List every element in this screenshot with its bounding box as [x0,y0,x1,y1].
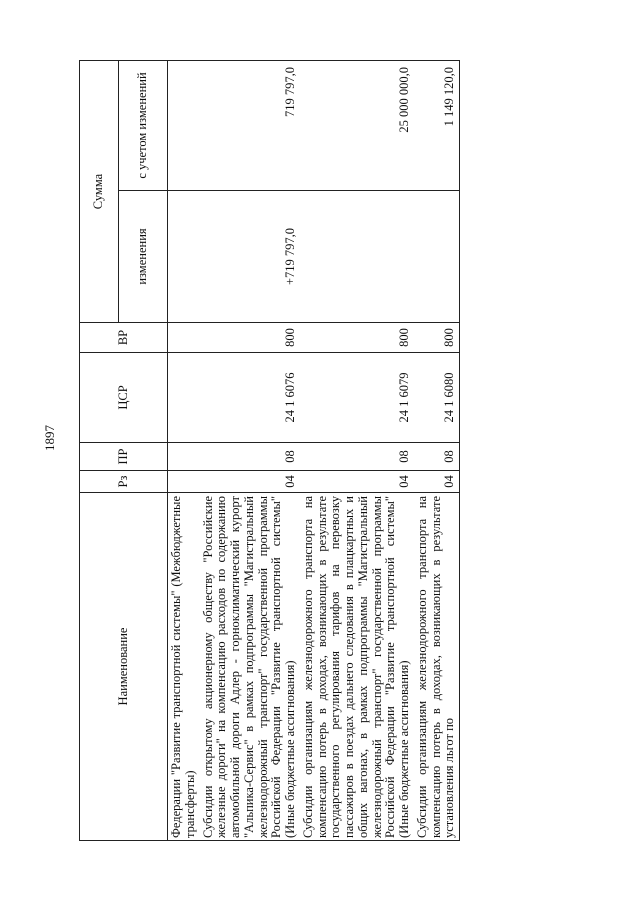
row-vr: 800 [414,323,460,353]
row-pr [168,443,200,471]
header-csr: ЦСР [80,353,168,443]
row-rz: 04 [200,471,300,493]
row-name: Субсидии организациям железнодорожного транспорта на компенсацию потерь в доходах, возникающих в результате государственного регулирования тарифов на перевозку пассажиров в поездах дальнего следования в плацкартных и общих вагонах, в рамках подпрограммы "Магистральный железнодорожный транспорт" государственной программы Российской Федерации "Развитие транспортной системы" (Иные бюджетные ассигнования) [300,493,414,841]
table-row [300,61,414,841]
row-change [168,191,200,323]
row-pr: 08 [300,443,414,471]
row-csr: 24 1 6079 [300,353,414,443]
header-with-changes: с учетом изменений [119,61,168,191]
row-change: +719 797,0 [200,191,300,323]
row-rz [168,471,200,493]
row-name: Субсидии организациям железнодорожного транспорта на компенсацию потерь в доходах, возникающих в результате установления льгот по [414,493,460,841]
row-name: Федерации "Развитие транспортной системы" (Межбюджетные трансферты) [168,493,200,841]
table-row [168,61,200,841]
header-name: Наименование [80,493,168,841]
row-vr [168,323,200,353]
page-number: 1897 [42,425,57,451]
table-row [200,61,300,841]
header-vr: ВР [80,323,168,353]
row-total [168,61,200,191]
row-name: Субсидии открытому акционерному обществу "Российские железные дороги" на компенсацию расходов по содержанию автомобильной дороги Адлер - горноклиматический курорт "Альпика-Сервис" в рамках подпрограммы "Магистральный железнодорожный транспорт" государственной программы Российской Федерации "Развитие транспортной системы" (Иные бюджетные ассигнования) [200,493,300,841]
header-changes: изменения [119,191,168,323]
table-row [414,61,460,841]
row-vr: 800 [300,323,414,353]
budget-table-sheet [79,61,599,841]
row-rz: 04 [300,471,414,493]
row-total: 719 797,0 [200,61,300,191]
row-total: 1 149 120,0 [414,61,460,191]
row-change [300,191,414,323]
row-change [414,191,460,323]
row-csr [168,353,200,443]
row-pr: 08 [414,443,460,471]
row-rz: 04 [414,471,460,493]
row-csr: 24 1 6076 [200,353,300,443]
header-sum: Сумма [80,61,119,323]
row-total: 25 000 000,0 [300,61,414,191]
row-pr: 08 [200,443,300,471]
header-pr: ПР [80,443,168,471]
row-vr: 800 [200,323,300,353]
row-csr: 24 1 6080 [414,353,460,443]
header-rz: Рз [80,471,168,493]
budget-table [79,60,460,841]
